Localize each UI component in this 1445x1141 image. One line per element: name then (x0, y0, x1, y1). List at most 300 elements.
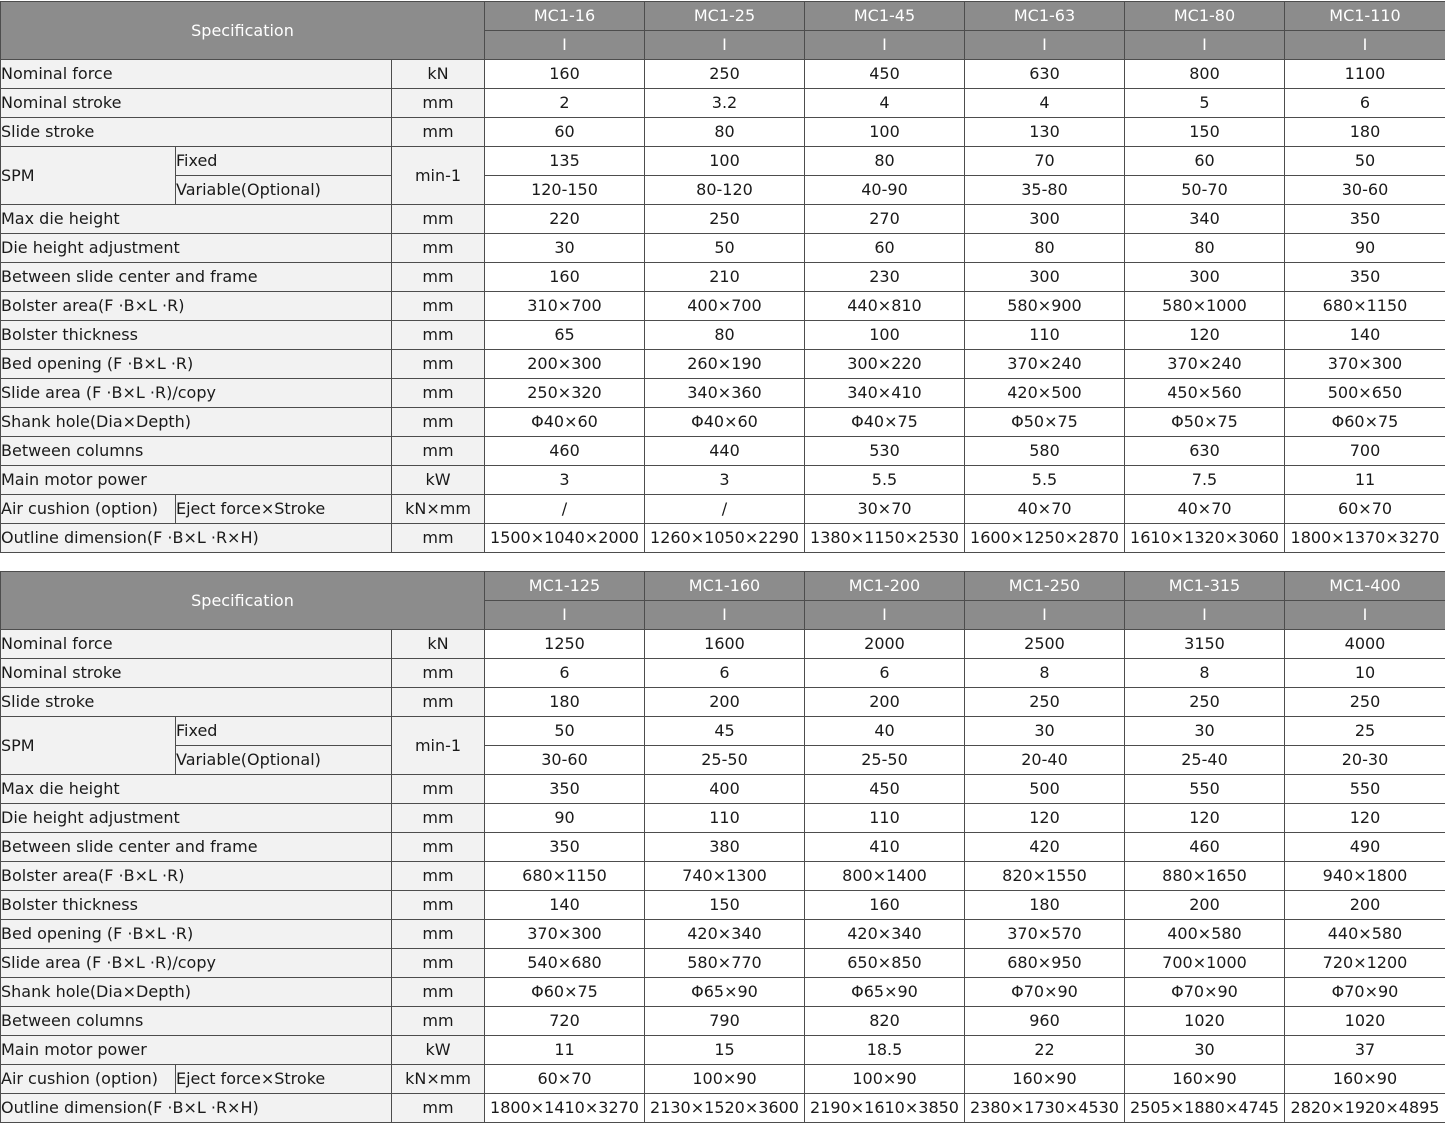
model-header: MC1-45 (805, 2, 965, 31)
table-cell: 60 (1125, 147, 1285, 176)
row-label: SPM (1, 147, 176, 205)
table-cell: 300 (1125, 263, 1285, 292)
table-row (1, 350, 1445, 379)
table-cell: 6 (485, 659, 645, 688)
table-cell: 880×1650 (1125, 862, 1285, 891)
table-cell: 4 (805, 89, 965, 118)
row-sublabel: Eject force×Stroke (176, 495, 392, 524)
table-cell: Φ40×60 (645, 408, 805, 437)
table-cell: Φ40×75 (805, 408, 965, 437)
table-cell: 790 (645, 1007, 805, 1036)
table-cell: 160×90 (1125, 1065, 1285, 1094)
row-unit: mm (392, 775, 485, 804)
row-unit: mm (392, 1007, 485, 1036)
row-unit: mm (392, 292, 485, 321)
table-row (1, 437, 1445, 466)
table-cell: 580×900 (965, 292, 1125, 321)
table-cell: Φ70×90 (1285, 978, 1445, 1007)
row-label: SPM (1, 717, 176, 775)
model-header: MC1-125 (485, 572, 645, 601)
table-cell: 8 (1125, 659, 1285, 688)
table-cell: 120 (1285, 804, 1445, 833)
table-cell: 5.5 (805, 466, 965, 495)
model-submark: I (965, 601, 1125, 630)
table-cell: 250 (645, 205, 805, 234)
table-cell: 35-80 (965, 176, 1125, 205)
row-unit: mm (392, 978, 485, 1007)
table-cell: 1610×1320×3060 (1125, 524, 1285, 553)
table-cell: 350 (485, 775, 645, 804)
table-cell: 70 (965, 147, 1125, 176)
table-cell: / (645, 495, 805, 524)
table-cell: 200×300 (485, 350, 645, 379)
table-cell: 200 (805, 688, 965, 717)
table-row (1, 292, 1445, 321)
table-row (1, 775, 1445, 804)
table-cell: 540×680 (485, 949, 645, 978)
table-cell: 2505×1880×4745 (1125, 1094, 1285, 1123)
row-label: Bolster thickness (1, 321, 392, 350)
table-cell: 30 (485, 234, 645, 263)
model-submark: I (645, 601, 805, 630)
model-submark: I (1125, 601, 1285, 630)
model-header: MC1-200 (805, 572, 965, 601)
table-cell: 2 (485, 89, 645, 118)
table-cell: 630 (965, 60, 1125, 89)
table-cell: 450 (805, 775, 965, 804)
table-cell: 420×340 (805, 920, 965, 949)
table-cell: 2000 (805, 630, 965, 659)
table-cell: 460 (1125, 833, 1285, 862)
table-cell: 30 (1125, 717, 1285, 746)
table-cell: 740×1300 (645, 862, 805, 891)
row-label: Air cushion (option) (1, 495, 176, 524)
row-unit: mm (392, 833, 485, 862)
table-cell: 160 (805, 891, 965, 920)
table-cell: 680×1150 (485, 862, 645, 891)
row-label: Max die height (1, 775, 392, 804)
table-cell: 410 (805, 833, 965, 862)
model-submark: I (805, 31, 965, 60)
table-cell: 180 (485, 688, 645, 717)
row-unit: mm (392, 437, 485, 466)
table-cell: 250 (965, 688, 1125, 717)
table-row (1, 1036, 1445, 1065)
table-cell: 160×90 (1285, 1065, 1445, 1094)
table-cell: 65 (485, 321, 645, 350)
row-unit: mm (392, 1094, 485, 1123)
table-cell: 800×1400 (805, 862, 965, 891)
table-cell: 25-50 (645, 746, 805, 775)
table-cell: 110 (965, 321, 1125, 350)
table-row (1, 495, 1445, 524)
table-cell: 310×700 (485, 292, 645, 321)
row-unit: mm (392, 804, 485, 833)
table-cell: 350 (1285, 205, 1445, 234)
row-label: Nominal stroke (1, 659, 392, 688)
table-row (1, 524, 1445, 553)
row-label: Outline dimension(F ·B×L ·R×H) (1, 524, 392, 553)
table-row (1, 60, 1445, 89)
table-cell: 450 (805, 60, 965, 89)
model-header: MC1-250 (965, 572, 1125, 601)
table-cell: 2190×1610×3850 (805, 1094, 965, 1123)
model-submark: I (1285, 601, 1445, 630)
table-cell: Φ65×90 (805, 978, 965, 1007)
row-unit: mm (392, 205, 485, 234)
table-row (1, 659, 1445, 688)
header-row (1, 2, 1445, 31)
table-cell: 2380×1730×4530 (965, 1094, 1125, 1123)
table-row (1, 833, 1445, 862)
table-cell: 2500 (965, 630, 1125, 659)
table-cell: 370×240 (1125, 350, 1285, 379)
table-cell: 820×1550 (965, 862, 1125, 891)
row-unit: mm (392, 891, 485, 920)
table-cell: 700 (1285, 437, 1445, 466)
table-cell: 110 (805, 804, 965, 833)
row-unit: mm (392, 234, 485, 263)
header-row (1, 572, 1445, 601)
table-cell: 940×1800 (1285, 862, 1445, 891)
table-cell: 40×70 (1125, 495, 1285, 524)
table-cell: 1020 (1285, 1007, 1445, 1036)
row-label: Nominal force (1, 630, 392, 659)
table-cell: 630 (1125, 437, 1285, 466)
table-cell: 120 (1125, 804, 1285, 833)
table-cell: 120 (965, 804, 1125, 833)
row-unit: mm (392, 263, 485, 292)
table-cell: 7.5 (1125, 466, 1285, 495)
row-label: Shank hole(Dia×Depth) (1, 408, 392, 437)
row-label: Bolster thickness (1, 891, 392, 920)
table-cell: 440 (645, 437, 805, 466)
table-cell: 40-90 (805, 176, 965, 205)
table-cell: 60×70 (485, 1065, 645, 1094)
table-cell: 45 (645, 717, 805, 746)
model-header: MC1-63 (965, 2, 1125, 31)
row-unit: kW (392, 1036, 485, 1065)
table-cell: 110 (645, 804, 805, 833)
table-cell: 230 (805, 263, 965, 292)
row-label: Slide area (F ·B×L ·R)/copy (1, 949, 392, 978)
table-cell: 80 (1125, 234, 1285, 263)
table-cell: 6 (1285, 89, 1445, 118)
table-cell: 420×340 (645, 920, 805, 949)
table-cell: 30-60 (485, 746, 645, 775)
table-cell: 8 (965, 659, 1125, 688)
table-cell: 720×1200 (1285, 949, 1445, 978)
row-unit: kW (392, 466, 485, 495)
specification-header: Specification (1, 572, 485, 630)
table-row (1, 949, 1445, 978)
table-cell: 100×90 (805, 1065, 965, 1094)
table-cell: Φ40×60 (485, 408, 645, 437)
row-label: Between slide center and frame (1, 833, 392, 862)
table-cell: 60 (485, 118, 645, 147)
table-cell: 460 (485, 437, 645, 466)
table-row (1, 891, 1445, 920)
table-cell: 800 (1125, 60, 1285, 89)
table-cell: 15 (645, 1036, 805, 1065)
model-header: MC1-110 (1285, 2, 1445, 31)
table-cell: 580 (965, 437, 1125, 466)
model-submark: I (965, 31, 1125, 60)
table-row (1, 176, 1445, 205)
table-cell: 160 (485, 60, 645, 89)
row-sublabel: Variable(Optional) (176, 176, 392, 205)
table-cell: 820 (805, 1007, 965, 1036)
table-cell: Φ65×90 (645, 978, 805, 1007)
table-cell: 250×320 (485, 379, 645, 408)
row-sublabel: Eject force×Stroke (176, 1065, 392, 1094)
row-unit: mm (392, 862, 485, 891)
table-cell: 50-70 (1125, 176, 1285, 205)
table-cell: 50 (645, 234, 805, 263)
table-row (1, 1094, 1445, 1123)
table-cell: Φ70×90 (965, 978, 1125, 1007)
table-row (1, 408, 1445, 437)
table-cell: 220 (485, 205, 645, 234)
row-unit: mm (392, 949, 485, 978)
table-cell: 1800×1410×3270 (485, 1094, 645, 1123)
model-submark: I (485, 601, 645, 630)
table-cell: 40 (805, 717, 965, 746)
table-cell: 30-60 (1285, 176, 1445, 205)
table-cell: 1250 (485, 630, 645, 659)
table-cell: 500×650 (1285, 379, 1445, 408)
table-cell: 2820×1920×4895 (1285, 1094, 1445, 1123)
row-label: Air cushion (option) (1, 1065, 176, 1094)
table-cell: 130 (965, 118, 1125, 147)
table-cell: 30 (1125, 1036, 1285, 1065)
table-cell: 3 (645, 466, 805, 495)
table-cell: 200 (645, 688, 805, 717)
model-submark: I (485, 31, 645, 60)
table-row (1, 263, 1445, 292)
table-cell: 400×580 (1125, 920, 1285, 949)
row-label: Nominal stroke (1, 89, 392, 118)
table-cell: 700×1000 (1125, 949, 1285, 978)
table-cell: 490 (1285, 833, 1445, 862)
row-label: Slide stroke (1, 688, 392, 717)
row-unit: mm (392, 688, 485, 717)
table-cell: 135 (485, 147, 645, 176)
table-cell: 180 (965, 891, 1125, 920)
table-cell: 680×950 (965, 949, 1125, 978)
row-unit: kN (392, 60, 485, 89)
table-row (1, 1007, 1445, 1036)
table-row (1, 234, 1445, 263)
table-cell: 960 (965, 1007, 1125, 1036)
table-cell: 370×570 (965, 920, 1125, 949)
row-label: Between columns (1, 1007, 392, 1036)
table-cell: 380 (645, 833, 805, 862)
table-cell: 440×580 (1285, 920, 1445, 949)
row-label: Bolster area(F ·B×L ·R) (1, 292, 392, 321)
table-cell: 440×810 (805, 292, 965, 321)
table-cell: 340×360 (645, 379, 805, 408)
table-cell: 2130×1520×3600 (645, 1094, 805, 1123)
row-unit: kN×mm (392, 1065, 485, 1094)
table-cell: 80 (645, 321, 805, 350)
table-cell: 100 (805, 321, 965, 350)
model-header: MC1-25 (645, 2, 805, 31)
table-cell: 1600×1250×2870 (965, 524, 1125, 553)
row-label: Die height adjustment (1, 804, 392, 833)
table-cell: 210 (645, 263, 805, 292)
row-unit: mm (392, 379, 485, 408)
table-cell: 140 (1285, 321, 1445, 350)
table-cell: 550 (1125, 775, 1285, 804)
model-header: MC1-16 (485, 2, 645, 31)
table-cell: 300 (965, 263, 1125, 292)
row-unit: kN (392, 630, 485, 659)
table-row (1, 804, 1445, 833)
table-cell: 150 (1125, 118, 1285, 147)
table-cell: 30×70 (805, 495, 965, 524)
specification-header: Specification (1, 2, 485, 60)
table-cell: 100 (645, 147, 805, 176)
table-cell: 550 (1285, 775, 1445, 804)
row-sublabel: Fixed (176, 147, 392, 176)
table-cell: 6 (805, 659, 965, 688)
row-sublabel: Variable(Optional) (176, 746, 392, 775)
spec-table (0, 571, 1445, 1123)
table-cell: 6 (645, 659, 805, 688)
model-header: MC1-80 (1125, 2, 1285, 31)
table-cell: 80 (645, 118, 805, 147)
spec-table (0, 1, 1445, 553)
table-cell: 1500×1040×2000 (485, 524, 645, 553)
table-cell: 300×220 (805, 350, 965, 379)
table-cell: 340×410 (805, 379, 965, 408)
row-label: Max die height (1, 205, 392, 234)
table-cell: 50 (1285, 147, 1445, 176)
row-label: Shank hole(Dia×Depth) (1, 978, 392, 1007)
table-cell: Φ60×75 (485, 978, 645, 1007)
row-sublabel: Fixed (176, 717, 392, 746)
table-row (1, 920, 1445, 949)
table-cell: 1380×1150×2530 (805, 524, 965, 553)
table-cell: 340 (1125, 205, 1285, 234)
table-cell: 530 (805, 437, 965, 466)
row-label: Bolster area(F ·B×L ·R) (1, 862, 392, 891)
table-cell: 370×300 (1285, 350, 1445, 379)
table-row (1, 978, 1445, 1007)
table-cell: 680×1150 (1285, 292, 1445, 321)
table-cell: 100×90 (645, 1065, 805, 1094)
table-cell: 25 (1285, 717, 1445, 746)
table-cell: 450×560 (1125, 379, 1285, 408)
row-unit: min-1 (392, 147, 485, 205)
table-cell: / (485, 495, 645, 524)
row-unit: mm (392, 321, 485, 350)
row-unit: min-1 (392, 717, 485, 775)
table-cell: 180 (1285, 118, 1445, 147)
table-cell: 1600 (645, 630, 805, 659)
table-cell: 4000 (1285, 630, 1445, 659)
table-cell: 20-30 (1285, 746, 1445, 775)
table-cell: 4 (965, 89, 1125, 118)
table-cell: 650×850 (805, 949, 965, 978)
table-cell: 270 (805, 205, 965, 234)
table-row (1, 89, 1445, 118)
table-cell: 400 (645, 775, 805, 804)
table-row (1, 746, 1445, 775)
table-cell: 3.2 (645, 89, 805, 118)
table-cell: 370×240 (965, 350, 1125, 379)
table-row (1, 688, 1445, 717)
row-label: Nominal force (1, 60, 392, 89)
table-cell: Φ60×75 (1285, 408, 1445, 437)
table-cell: 60×70 (1285, 495, 1445, 524)
table-row (1, 630, 1445, 659)
table-cell: 22 (965, 1036, 1125, 1065)
table-cell: 100 (805, 118, 965, 147)
table-cell: 10 (1285, 659, 1445, 688)
table-cell: 90 (1285, 234, 1445, 263)
table-row (1, 717, 1445, 746)
table-cell: 3150 (1125, 630, 1285, 659)
row-label: Bed opening (F ·B×L ·R) (1, 350, 392, 379)
row-label: Main motor power (1, 466, 392, 495)
table-cell: Φ70×90 (1125, 978, 1285, 1007)
table-cell: 30 (965, 717, 1125, 746)
table-cell: 11 (1285, 466, 1445, 495)
table-cell: 120 (1125, 321, 1285, 350)
row-label: Slide stroke (1, 118, 392, 147)
row-unit: mm (392, 118, 485, 147)
row-unit: mm (392, 524, 485, 553)
table-cell: 350 (1285, 263, 1445, 292)
table-cell: 25-50 (805, 746, 965, 775)
model-submark: I (645, 31, 805, 60)
table-cell: 80 (965, 234, 1125, 263)
row-unit: mm (392, 659, 485, 688)
table-cell: 1260×1050×2290 (645, 524, 805, 553)
table-cell: 120-150 (485, 176, 645, 205)
row-unit: mm (392, 89, 485, 118)
model-header: MC1-400 (1285, 572, 1445, 601)
table-cell: 720 (485, 1007, 645, 1036)
table-cell: 260×190 (645, 350, 805, 379)
row-label: Slide area (F ·B×L ·R)/copy (1, 379, 392, 408)
row-unit: mm (392, 920, 485, 949)
row-label: Between columns (1, 437, 392, 466)
table-cell: 1800×1370×3270 (1285, 524, 1445, 553)
table-row (1, 1065, 1445, 1094)
table-cell: 80-120 (645, 176, 805, 205)
table-cell: 11 (485, 1036, 645, 1065)
table-cell: 140 (485, 891, 645, 920)
table-cell: 3 (485, 466, 645, 495)
model-submark: I (1285, 31, 1445, 60)
table-cell: Φ50×75 (1125, 408, 1285, 437)
table-row (1, 205, 1445, 234)
model-header: MC1-160 (645, 572, 805, 601)
table-cell: 90 (485, 804, 645, 833)
table-row (1, 466, 1445, 495)
table-cell: 400×700 (645, 292, 805, 321)
table-cell: 200 (1285, 891, 1445, 920)
table-row (1, 321, 1445, 350)
table-cell: 1100 (1285, 60, 1445, 89)
table-cell: 5 (1125, 89, 1285, 118)
table-cell: 80 (805, 147, 965, 176)
model-submark: I (805, 601, 965, 630)
table-cell: 37 (1285, 1036, 1445, 1065)
